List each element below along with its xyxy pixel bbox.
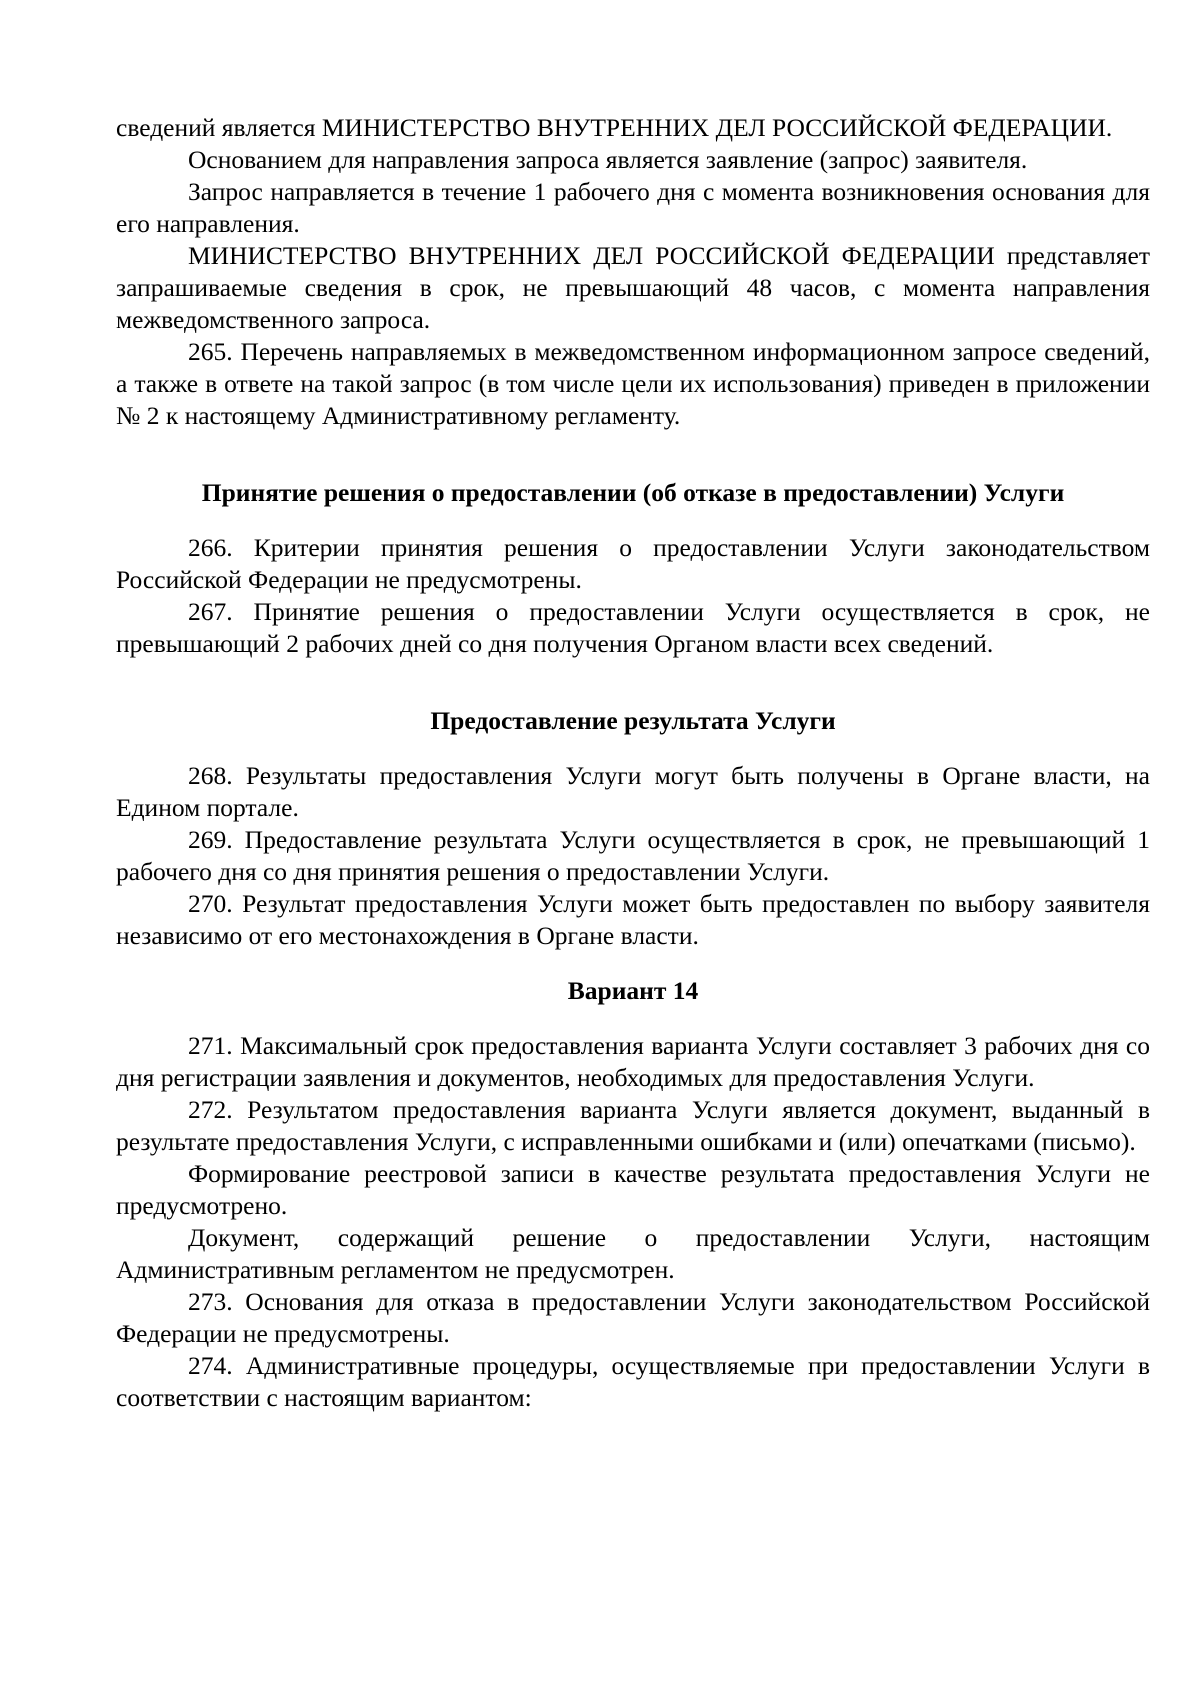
paragraph-ministry-response: МИНИСТЕРСТВО ВНУТРЕННИХ ДЕЛ РОССИЙСКОЙ ФЕДЕРАЦИИ представляет запрашиваемые сведения в срок, не превышающий 48 часов, с момента направления межведомственного запроса. (116, 241, 1150, 334)
heading-result: Предоставление результата Услуги (430, 706, 836, 735)
paragraph-265: 265. Перечень направляемых в межведомственном информационном запросе сведений, а также в ответе на такой запрос (в том числе цели их использования) приведен в приложении № 2 к настоящему Административному регламенту. (116, 337, 1150, 430)
paragraph-continuation: сведений является МИНИСТЕРСТВО ВНУТРЕННИХ ДЕЛ РОССИЙСКОЙ ФЕДЕРАЦИИ. (116, 113, 1113, 142)
paragraph-270: 270. Результат предоставления Услуги может быть предоставлен по выбору заявителя независимо от его местонахождения в Органе власти. (116, 889, 1150, 950)
paragraph-271: 271. Максимальный срок предоставления варианта Услуги составляет 3 рабочих дня со дня регистрации заявления и документов, необходимых для предоставления Услуги. (116, 1031, 1150, 1092)
spacer (116, 1007, 1150, 1030)
spacer (116, 737, 1150, 760)
spacer (116, 952, 1150, 975)
spacer (116, 432, 1150, 477)
paragraph-273: 273. Основания для отказа в предоставлении Услуги законодательством Российской Федерации не предусмотрены. (116, 1287, 1150, 1348)
document-page (116, 112, 1150, 1414)
paragraph-266: 266. Критерии принятия решения о предоставлении Услуги законодательством Российской Федерации не предусмотрены. (116, 533, 1150, 594)
paragraph-registry-record: Формирование реестровой записи в качестве результата предоставления Услуги не предусмотрено. (116, 1159, 1150, 1220)
paragraph-274: 274. Административные процедуры, осуществляемые при предоставлении Услуги в соответствии с настоящим вариантом: (116, 1351, 1150, 1412)
paragraph-request-timing: Запрос направляется в течение 1 рабочего дня с момента возникновения основания для его направления. (116, 177, 1150, 238)
spacer (116, 509, 1150, 532)
paragraph-request-basis: Основанием для направления запроса является заявление (запрос) заявителя. (188, 145, 1028, 174)
paragraph-267: 267. Принятие решения о предоставлении Услуги осуществляется в срок, не превышающий 2 рабочих дней со дня получения Органом власти всех сведений. (116, 597, 1150, 658)
paragraph-272: 272. Результатом предоставления варианта Услуги является документ, выданный в результате предоставления Услуги, с исправленными ошибками и (или) опечатками (письмо). (116, 1095, 1150, 1156)
heading-variant-14: Вариант 14 (567, 976, 699, 1005)
heading-decision: Принятие решения о предоставлении (об отказе в предоставлении) Услуги (201, 478, 1065, 507)
paragraph-269: 269. Предоставление результата Услуги осуществляется в срок, не превышающий 1 рабочего дня со дня принятия решения о предоставлении Услуги. (116, 825, 1150, 886)
paragraph-268: 268. Результаты предоставления Услуги могут быть получены в Органе власти, на Едином портале. (116, 761, 1150, 822)
spacer (116, 660, 1150, 705)
paragraph-decision-document: Документ, содержащий решение о предоставлении Услуги, настоящим Административным регламентом не предусмотрен. (116, 1223, 1150, 1284)
